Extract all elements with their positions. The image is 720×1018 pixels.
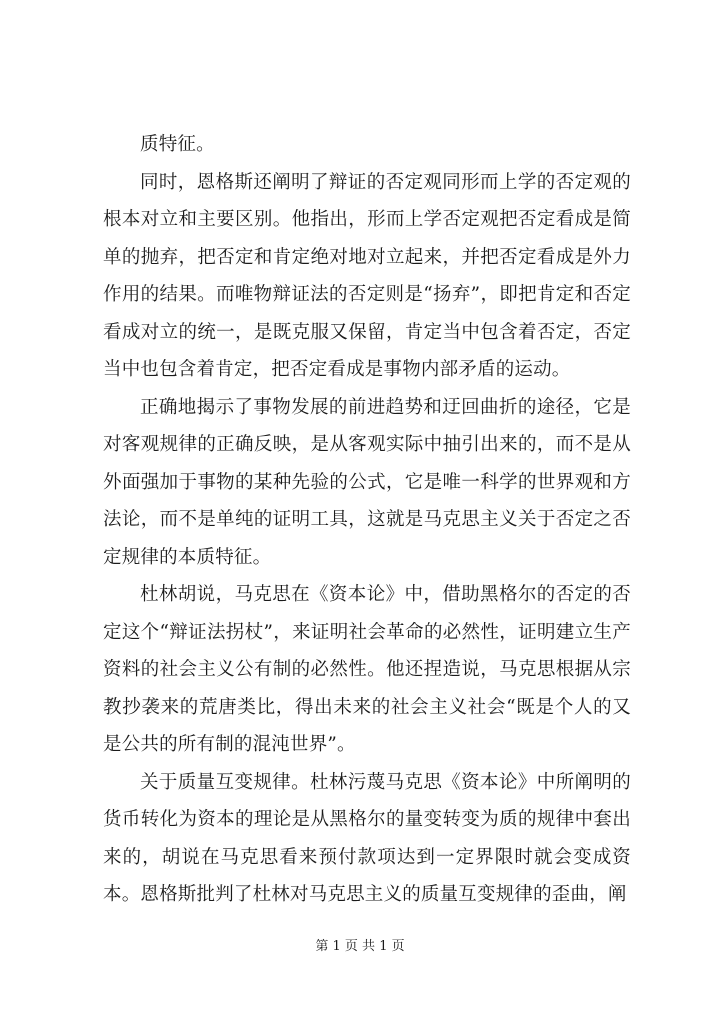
document-body <box>103 126 631 914</box>
paragraph-1: 质特征。 <box>140 134 215 155</box>
paragraph-2: 同时，恩格斯还阐明了辩证的否定观同形而上学的否定观的根本对立和主要区别。他指出，形而上学否定观把否定看成是简单的抛弃，把否定和肯定绝对地对立起来，并把否定看成是外力作用的结果。而唯物辩证法的否定则是“扬弃”，即把肯定和否定看成对立的统一，是既克服又保留，肯定当中包含着否定，否定当中也包含着肯定，把否定看成是事物内部矛盾的运动。 <box>103 171 631 380</box>
paragraph-4: 杜林胡说，马克思在《资本论》中，借助黑格尔的否定的否定这个“辩证法拐杖”，来证明社会革命的必然性，证明建立生产资料的社会主义公有制的必然性。他还捏造说，马克思根据从宗教抄袭来的荒唐类比，得出未来的社会主义社会“既是个人的又是公共的所有制的混沌世界”。 <box>103 584 631 755</box>
page-number-footer: 第 1 页 共 1 页 <box>315 939 405 954</box>
paragraph-5: 关于质量互变规律。杜林污蔑马克思《资本论》中所阐明的货币转化为资本的理论是从黑格尔的量变转变为质的规律中套出来的，胡说在马克思看来预付款项达到一定界限时就会变成资本。恩格斯批判了杜林对马克思主义的质量互变规律的歪曲，阐 <box>103 771 631 905</box>
paragraph-3: 正确地揭示了事物发展的前进趋势和迂回曲折的途径，它是对客观规律的正确反映，是从客观实际中抽引出来的，而不是从外面强加于事物的某种先验的公式，它是唯一科学的世界观和方法论，而不是单纯的证明工具，这就是马克思主义关于否定之否定规律的本质特征。 <box>103 396 631 568</box>
